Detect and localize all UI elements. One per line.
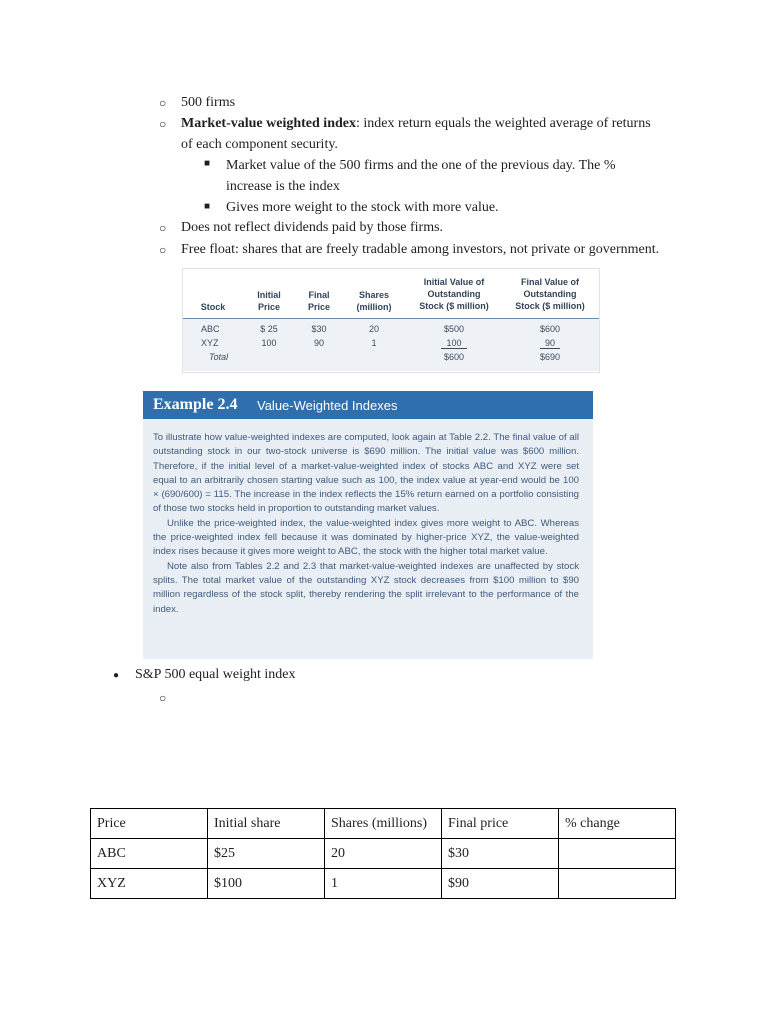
list-bullet: ○ [159, 221, 167, 235]
table-cell: ABC [91, 839, 208, 869]
list-item: Does not reflect dividends paid by those firms. [181, 220, 444, 235]
table-header-cell: Price [91, 809, 208, 839]
header-stock: Stock [200, 302, 226, 312]
table-cell: ABC [201, 324, 220, 334]
example-title: Value-Weighted Indexes [257, 398, 398, 413]
table-header-cell: Initial share [208, 809, 325, 839]
table-row [91, 839, 676, 869]
table-cell: $600 [539, 324, 561, 334]
table-cell [559, 869, 676, 899]
table-header-cell: Shares (millions) [325, 809, 442, 839]
list-bullet-empty: ○ [159, 691, 167, 705]
header-final-value-2: Outstanding [523, 289, 577, 299]
textbook-table-image [182, 268, 600, 373]
header-initial-price-1: Initial [257, 290, 281, 300]
table-header-cell: Final price [442, 809, 559, 839]
table-cell: XYZ [91, 869, 208, 899]
table-cell: 100 [261, 338, 277, 348]
table-cell: $ 25 [260, 324, 278, 334]
header-final-value-3: Stock ($ million) [515, 301, 585, 311]
table-cell-underlined: 90 [507, 337, 593, 349]
table-cell: 20 [368, 324, 379, 334]
list-bullet: ■ [204, 158, 211, 169]
table-cell [559, 839, 676, 869]
header-shares-1: Shares [358, 290, 390, 300]
table-cell: 20 [325, 839, 442, 869]
table-cell: $25 [208, 839, 325, 869]
price-table [90, 808, 676, 899]
sub-list-item: Gives more weight to the stock with more value. [226, 200, 499, 215]
table-row [91, 869, 676, 899]
table-cell: $500 [443, 324, 465, 334]
list-item: S&P 500 equal weight index [135, 667, 296, 682]
example-paragraph: Unlike the price-weighted index, the value-weighted index gives more weight to ABC. Whereas the price-weighted index fell because it was dominated by higher-price XYZ, the value-weighted index rises because it gives more weight to ABC, the stock with the higher total market value. [153, 517, 579, 558]
header-initial-value-3: Stock ($ million) [419, 301, 489, 311]
table-cell: $600 [443, 352, 465, 362]
header-initial-price-2: Price [257, 302, 281, 312]
list-item [181, 113, 651, 134]
list-bullet: ● [113, 670, 120, 681]
header-final-price-2: Price [307, 302, 331, 312]
list-bullet: ○ [159, 243, 167, 257]
example-body [153, 431, 579, 617]
table-header-rule [183, 318, 599, 319]
table-cell: $100 [208, 869, 325, 899]
example-box [143, 391, 593, 659]
table-cell: 1 [371, 338, 377, 348]
header-initial-value-1: Initial Value of [423, 277, 485, 287]
list-bullet: ○ [159, 117, 167, 131]
example-paragraph: To illustrate how value-weighted indexes are computed, look again at Table 2.2. The final value of all outstanding stock in our two-stock universe is $690 million. The initial value was $600 million. Therefore, if the initial level of a market-value-weighted index of stocks ABC and XYZ were set equal to an arbitrarily chosen starting value such as 100, the index value at year-end would be 100 × (690/600) = 115. The increase in the index reflects the 15% return earned on a portfolio consisting of those two stocks held in proportion to outstanding market values. [153, 432, 579, 515]
sub-list-item-continuation: increase is the index [226, 179, 340, 194]
term-bold: Market-value weighted index [181, 116, 356, 131]
example-number: Example 2.4 [153, 396, 238, 413]
table-cell: $90 [442, 869, 559, 899]
table-cell: $690 [539, 352, 561, 362]
table-cell-total-label: Total [209, 352, 229, 362]
header-initial-value-2: Outstanding [427, 289, 481, 299]
example-header [143, 391, 593, 419]
table-cell-underlined: 100 [411, 337, 497, 349]
header-final-value-1: Final Value of [520, 277, 579, 287]
list-item: 500 firms [181, 95, 236, 110]
list-item: Free float: shares that are freely tradable among investors, not private or government. [181, 242, 660, 257]
list-bullet: ■ [204, 201, 211, 212]
sub-list-item: Market value of the 500 firms and the one of the previous day. The % [226, 158, 616, 173]
example-paragraph: Note also from Tables 2.2 and 2.3 that market-value-weighted indexes are unaffected by stock splits. The total market value of the outstanding XYZ stock decreases from $100 million to $90 million regardless of the stock split, thereby rendering the split irrelevant to the performance of the index. [153, 560, 579, 615]
table-header-cell: % change [559, 809, 676, 839]
term-definition: : index return equals the weighted average of returns [355, 116, 651, 131]
table-cell: 1 [325, 869, 442, 899]
table-header-row [91, 809, 676, 839]
table-cell: XYZ [201, 338, 219, 348]
header-final-price-1: Final [308, 290, 330, 300]
header-shares-2: (million) [356, 302, 392, 312]
table-cell: $30 [442, 839, 559, 869]
list-item-continuation: of each component security. [181, 137, 338, 152]
table-cell: 90 [313, 338, 324, 348]
table-cell: $30 [311, 324, 327, 334]
list-bullet: ○ [159, 96, 167, 110]
